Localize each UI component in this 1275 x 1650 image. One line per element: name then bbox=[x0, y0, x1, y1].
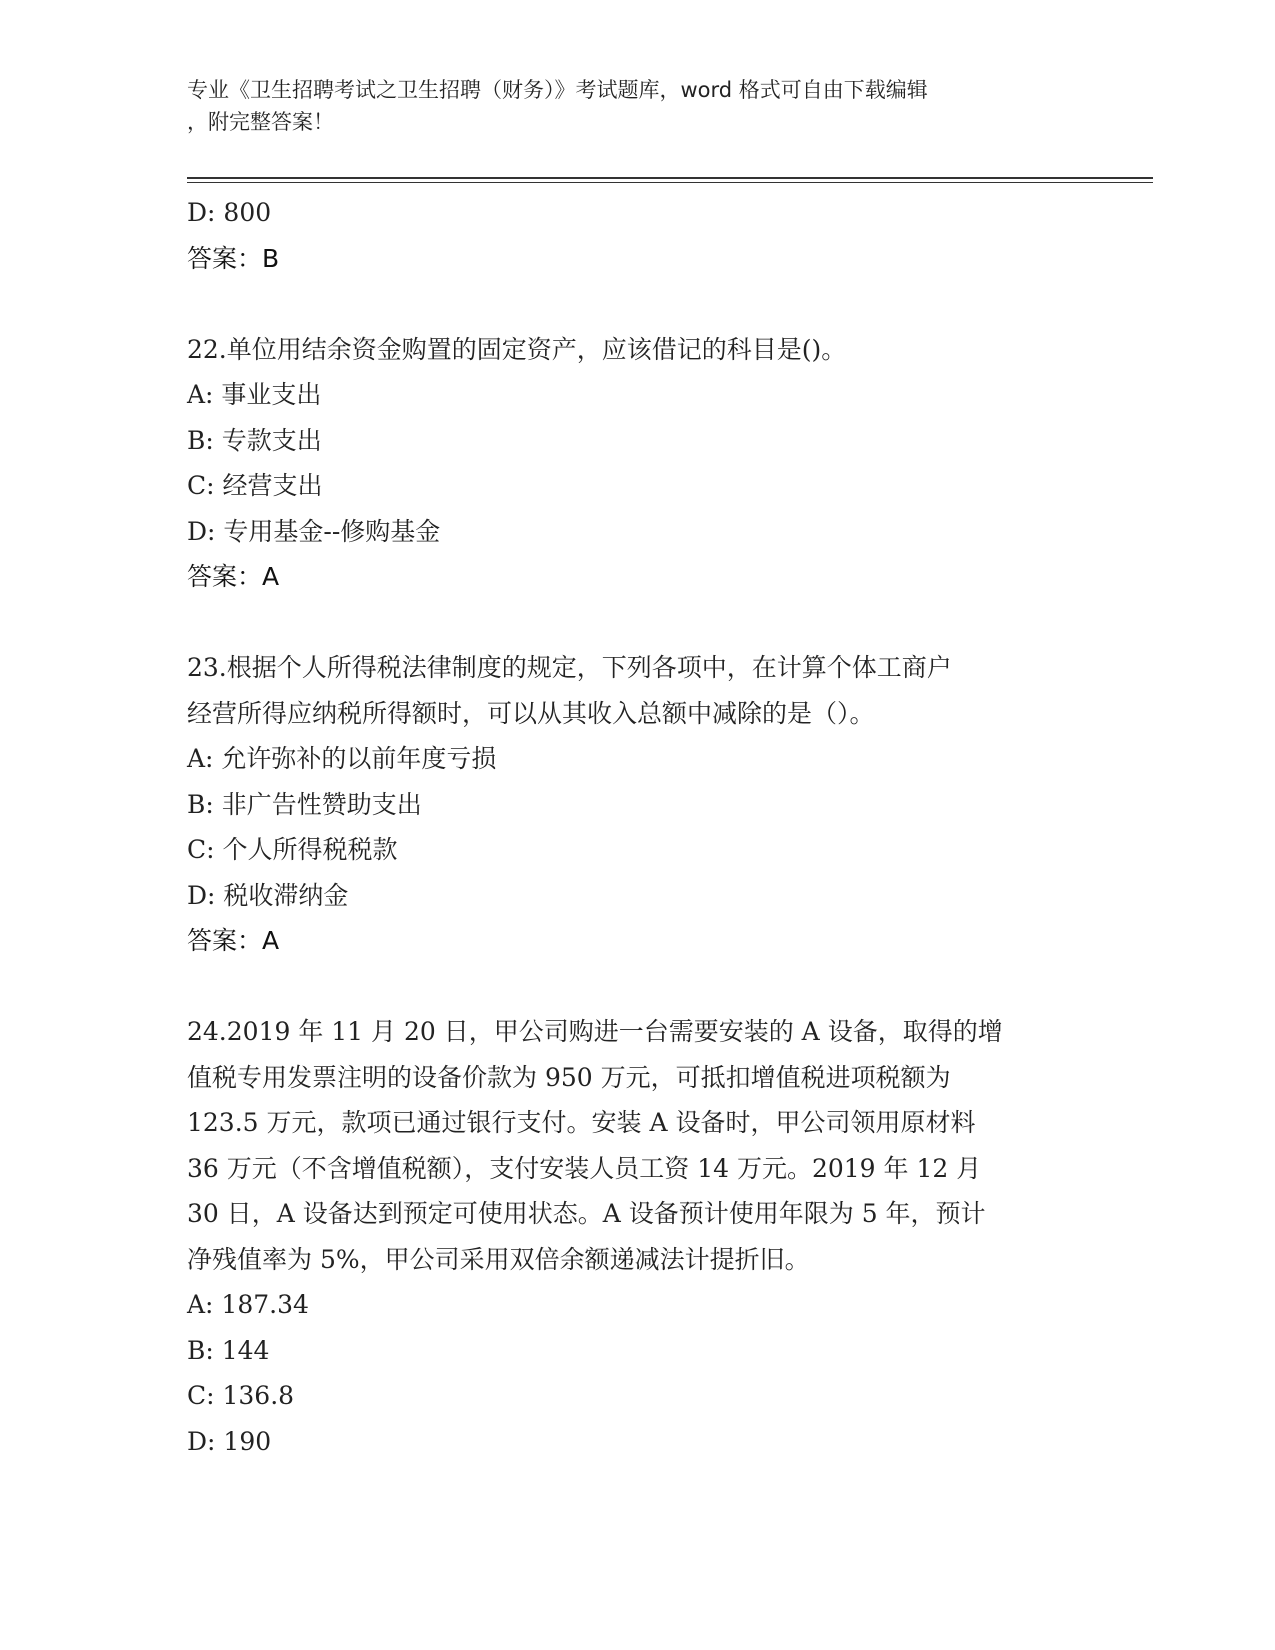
answer: 答案：B bbox=[187, 243, 280, 273]
spacer bbox=[187, 281, 1087, 327]
question-24 bbox=[187, 1009, 1087, 1464]
option-d: D: 专用基金--修购基金 bbox=[187, 516, 441, 546]
answer: 答案：A bbox=[187, 562, 280, 591]
question-stem-line-3: 123.5 万元，款项已通过银行支付。安装 A 设备时，甲公司领用原材料 bbox=[187, 1108, 976, 1137]
option-d: D: 税收滞纳金 bbox=[187, 880, 349, 910]
question-stem-line-6: 净残值率为 5%，甲公司采用双倍余额递减法计提折旧。 bbox=[187, 1244, 810, 1274]
question-23 bbox=[187, 645, 1087, 964]
question-content bbox=[187, 190, 1087, 1464]
question-stem-line-4: 36 万元（不含增值税额），支付安装人员工资 14 万元。2019 年 12 月 bbox=[187, 1153, 982, 1183]
header-divider-thin bbox=[187, 182, 1153, 183]
question-stem-line-2: 经营所得应纳税所得额时，可以从其收入总额中减除的是（）。 bbox=[187, 698, 875, 728]
spacer bbox=[187, 600, 1087, 646]
option-b: B: 144 bbox=[187, 1335, 270, 1365]
option-d: D: 190 bbox=[187, 1426, 272, 1456]
option-c: C: 个人所得税税款 bbox=[187, 835, 398, 864]
question-22 bbox=[187, 327, 1087, 600]
question-21 bbox=[187, 190, 1087, 281]
option-c: C: 136.8 bbox=[187, 1381, 295, 1410]
header-divider-thick bbox=[187, 177, 1153, 179]
spacer bbox=[187, 964, 1087, 1010]
question-stem-line-5: 30 日，A 设备达到预定可使用状态。A 设备预计使用年限为 5 年，预计 bbox=[187, 1199, 986, 1228]
question-stem-line-1: 24.2019 年 11 月 20 日，甲公司购进一台需要安装的 A 设备，取得的增 bbox=[187, 1017, 1003, 1046]
option-a: A: 允许弥补的以前年度亏损 bbox=[187, 744, 497, 773]
option-a: A: 事业支出 bbox=[187, 380, 322, 409]
header-line-2: ，附完整答案！ bbox=[187, 110, 334, 134]
option-b: B: 非广告性赞助支出 bbox=[187, 789, 422, 819]
option-c: C: 经营支出 bbox=[187, 471, 323, 500]
page-header bbox=[187, 74, 1067, 138]
header-line-1: 专业《卫生招聘考试之卫生招聘（财务）》考试题库，word 格式可自由下载编辑 bbox=[187, 78, 928, 102]
question-stem-line-1: 23.根据个人所得税法律制度的规定，下列各项中，在计算个体工商户 bbox=[187, 653, 952, 682]
question-stem-line-2: 值税专用发票注明的设备价款为 950 万元，可抵扣增值税进项税额为 bbox=[187, 1062, 951, 1092]
answer: 答案：A bbox=[187, 926, 280, 955]
option-d: D: 800 bbox=[187, 198, 272, 227]
question-stem: 22.单位用结余资金购置的固定资产，应该借记的科目是()。 bbox=[187, 334, 847, 364]
option-a: A: 187.34 bbox=[187, 1290, 309, 1319]
option-b: B: 专款支出 bbox=[187, 425, 322, 455]
